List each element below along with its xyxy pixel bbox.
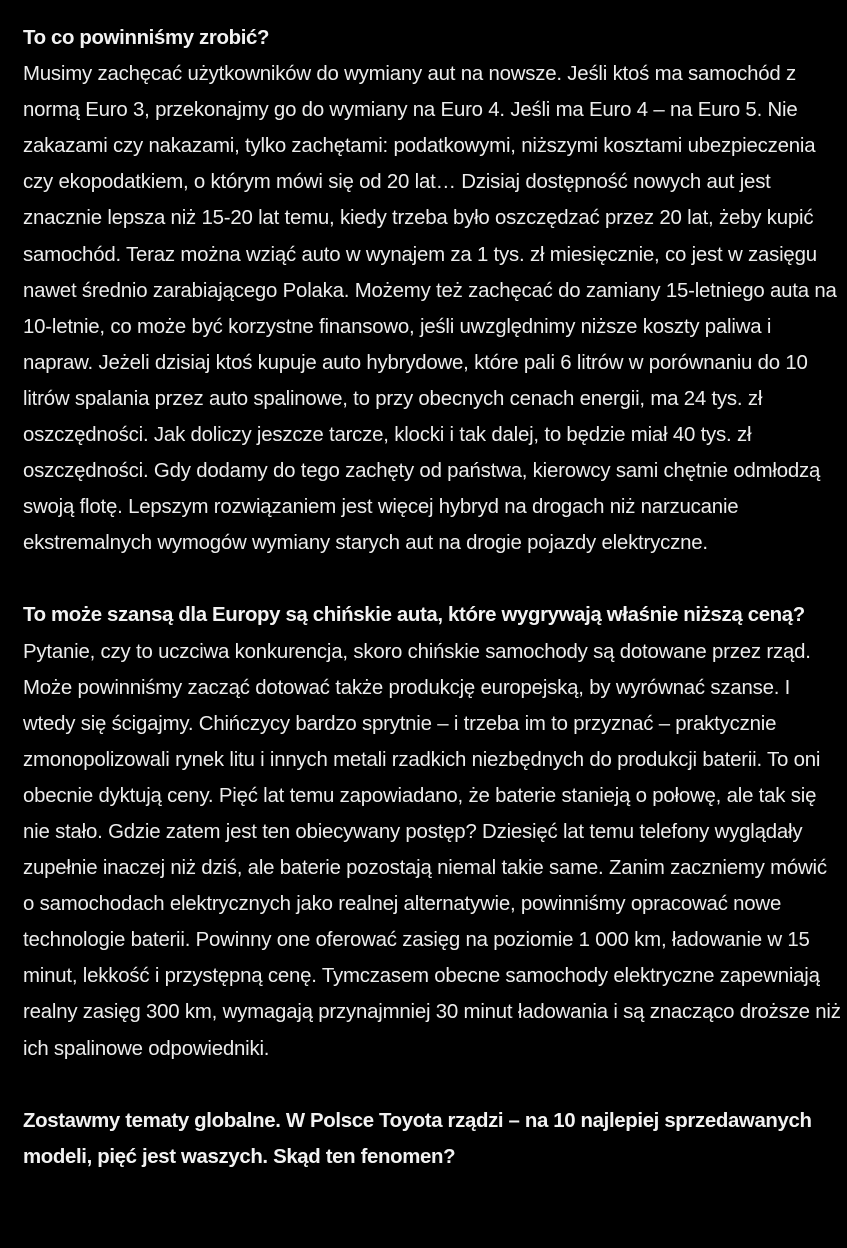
interview-answer: Pytanie, czy to uczciwa konkurencja, skoro chińskie samochody są dotowane przez rząd. Może powinniśmy zacząć dotować także produkcję europejską, by wyrównać szanse. I wtedy się ścigajmy. Chińczycy bardzo sprytnie – i trzeba im to przyznać – praktycznie zmonopolizowali rynek litu i innych metali rzadkich niezbędnych do produkcji baterii. To oni obecnie dyktują ceny. Pięć lat temu zapowiadano, że baterie stanieją o połowę, ale tak się nie stało. Gdzie zatem jest ten obiecywany postęp? Dziesięć lat temu telefony wyglądały zupełnie inaczej niż dziś, ale baterie pozostają niemal takie same. Zanim zaczniemy mówić o samochodach elektrycznych jako realnej alternatywie, powinniśmy opracować nowe technologie baterii. Powinny one oferować zasięg na poziomie 1 000 km, ładowanie w 15 minut, lekkość i przystępną cenę. Tymczasem obecne samochody elektryczne zapewniają realny zasięg 300 km, wymagają przynajmniej 30 minut ładowania i są znacząco droższe niż ich spalinowe odpowiedniki.: [23, 640, 841, 1060]
interview-answer: Musimy zachęcać użytkowników do wymiany aut na nowsze. Jeśli ktoś ma samochód z normą Euro 3, przekonajmy go do wymiany na Euro 4. Jeśli ma Euro 4 – na Euro 5. Nie zakazami czy nakazami, tylko zachętami: podatkowymi, niższymi kosztami ubezpieczenia czy ekopodatkiem, o którym mówi się od 20 lat… Dzisiaj dostępność nowych aut jest znacznie lepsza niż 15-20 lat temu, kiedy trzeba było oszczędzać przez 20 lat, żeby kupić samochód. Teraz można wziąć auto w wynajem za 1 tys. zł miesięcznie, co jest w zasięgu nawet średnio zarabiającego Polaka. Możemy też zachęcać do zamiany 15-letniego auta na 10-letnie, co może być korzystne finansowo, jeśli uwzględnimy niższe koszty paliwa i napraw. Jeżeli dzisiaj ktoś kupuje auto hybrydowe, które pali 6 litrów w porównaniu do 10 litrów spalania przez auto spalinowe, to przy obecnych cenach energii, ma 24 tys. zł oszczędności. Jak doliczy jeszcze tarcze, klocki i tak dalej, to będzie miał 40 tys. zł oszczędności. Gdy dodamy do tego zachęty od państwa, kierowcy sami chętnie odmłodzą swoją flotę. Lepszym rozwiązaniem jest więcej hybryd na drogach niż narzucanie ekstremalnych wymogów wymiany starych aut na drogie pojazdy elektryczne.: [23, 63, 837, 555]
interview-question: Zostawmy tematy globalne. W Polsce Toyota rządzi – na 10 najlepiej sprzedawanych modeli, pięć jest waszych. Skąd ten fenomen?: [23, 1109, 812, 1168]
qa-block-2: [23, 597, 843, 1066]
qa-block-3: [23, 1103, 843, 1175]
qa-block-1: [23, 20, 843, 561]
article-body: [23, 20, 843, 1211]
interview-question: To co powinniśmy zrobić?: [23, 27, 270, 49]
interview-question: To może szansą dla Europy są chińskie auta, które wygrywają właśnie niższą ceną?: [23, 604, 805, 627]
